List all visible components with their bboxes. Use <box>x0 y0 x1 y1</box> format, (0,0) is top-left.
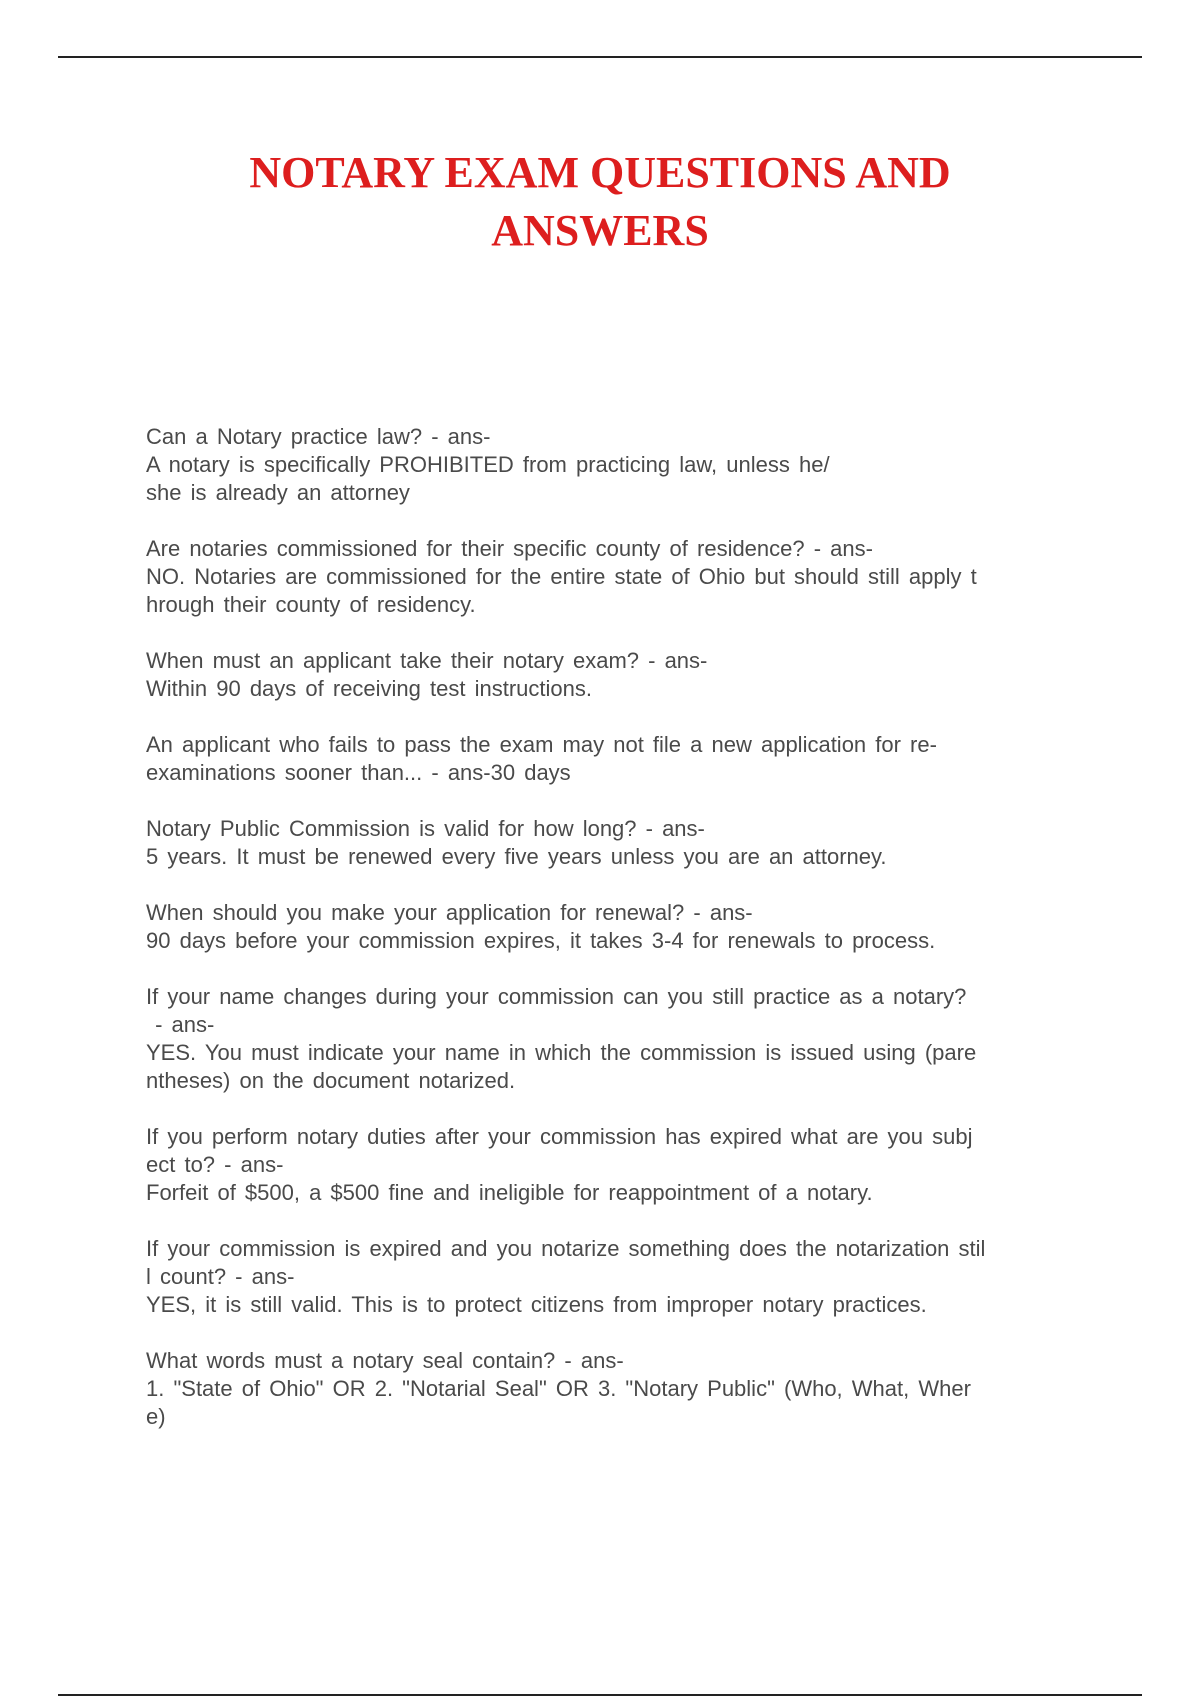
qa-text-line: When should you make your application for renewal? - ans- <box>146 900 753 925</box>
qa-text-line: ect to? - ans- <box>146 1152 284 1177</box>
qa-text-line: Can a Notary practice law? - ans- <box>146 424 491 449</box>
qa-text-line: 1. "State of Ohio" OR 2. "Notarial Seal" OR 3. "Notary Public" (Who, What, Wher <box>146 1376 971 1401</box>
qa-text-line: - ans- <box>146 1012 215 1037</box>
qa-text-line: hrough their county of residency. <box>146 592 476 617</box>
qa-text-line: Within 90 days of receiving test instructions. <box>146 676 592 701</box>
qa-item <box>146 899 1086 955</box>
qa-text-line: An applicant who fails to pass the exam may not file a new application for re- <box>146 732 937 757</box>
qa-item <box>146 647 1086 703</box>
qa-list <box>146 423 1086 1459</box>
qa-text-line: A notary is specifically PROHIBITED from practicing law, unless he/ <box>146 452 830 477</box>
qa-item <box>146 535 1086 619</box>
qa-item <box>146 423 1086 507</box>
qa-text-line: When must an applicant take their notary exam? - ans- <box>146 648 708 673</box>
document-title <box>160 144 1040 260</box>
qa-text-line: she is already an attorney <box>146 480 410 505</box>
qa-text-line: e) <box>146 1404 166 1429</box>
qa-item <box>146 983 1086 1095</box>
qa-item <box>146 1347 1086 1431</box>
qa-item <box>146 1235 1086 1319</box>
qa-text-line: 5 years. It must be renewed every five years unless you are an attorney. <box>146 844 887 869</box>
qa-text-line: If your commission is expired and you notarize something does the notarization stil <box>146 1236 986 1261</box>
title-line-1: NOTARY EXAM QUESTIONS AND <box>249 148 951 197</box>
qa-text-line: What words must a notary seal contain? - ans- <box>146 1348 624 1373</box>
top-rule <box>58 56 1142 58</box>
qa-item <box>146 1123 1086 1207</box>
qa-text-line: NO. Notaries are commissioned for the entire state of Ohio but should still apply t <box>146 564 977 589</box>
qa-text-line: YES. You must indicate your name in which the commission is issued using (pare <box>146 1040 977 1065</box>
qa-text-line: examinations sooner than... - ans-30 days <box>146 760 571 785</box>
qa-item <box>146 815 1086 871</box>
qa-text-line: Forfeit of $500, a $500 fine and ineligible for reappointment of a notary. <box>146 1180 873 1205</box>
qa-text-line: ntheses) on the document notarized. <box>146 1068 516 1093</box>
qa-text-line: Are notaries commissioned for their specific county of residence? - ans- <box>146 536 873 561</box>
title-line-2: ANSWERS <box>491 206 709 255</box>
qa-text-line: 90 days before your commission expires, it takes 3-4 for renewals to process. <box>146 928 936 953</box>
bottom-rule <box>58 1694 1142 1696</box>
qa-text-line: If you perform notary duties after your commission has expired what are you subj <box>146 1124 973 1149</box>
qa-item <box>146 731 1086 787</box>
qa-text-line: If your name changes during your commission can you still practice as a notary? <box>146 984 967 1009</box>
qa-text-line: Notary Public Commission is valid for how long? - ans- <box>146 816 705 841</box>
qa-text-line: l count? - ans- <box>146 1264 295 1289</box>
qa-text-line: YES, it is still valid. This is to protect citizens from improper notary practices. <box>146 1292 927 1317</box>
